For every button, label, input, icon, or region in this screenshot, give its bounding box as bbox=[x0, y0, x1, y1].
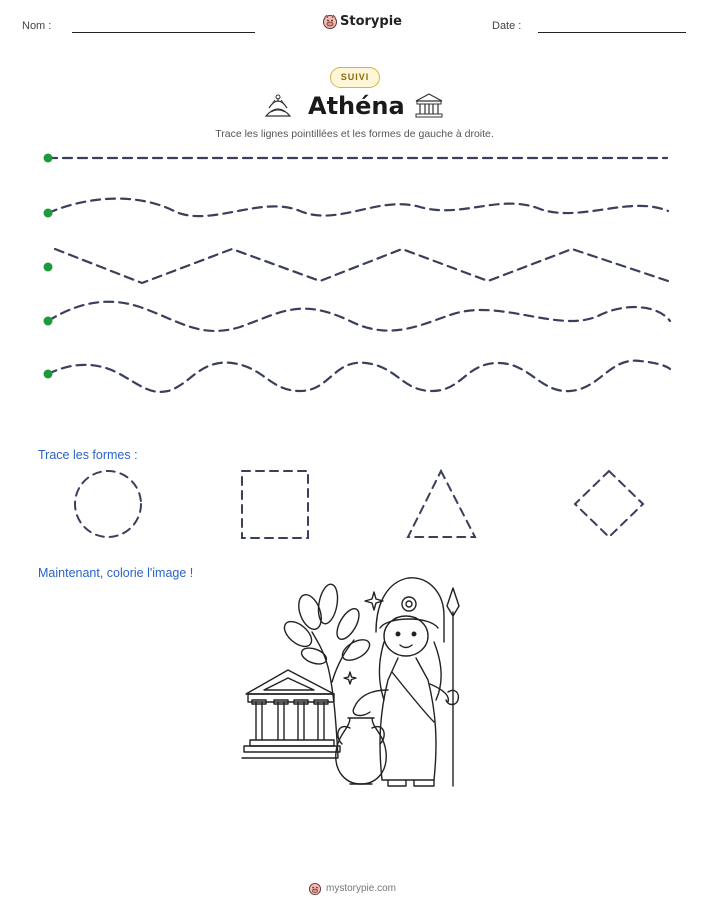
sparkle-icon bbox=[365, 592, 383, 610]
pig-mascot-footer-icon bbox=[308, 882, 322, 896]
brand-logo bbox=[322, 14, 402, 32]
sparkle-icon bbox=[344, 672, 356, 684]
date-field-line[interactable] bbox=[538, 32, 686, 33]
footer-site-link[interactable]: mystorypie.com bbox=[326, 883, 397, 894]
athena-coloring-illustration[interactable] bbox=[238, 572, 478, 792]
tracing-shape-circle[interactable] bbox=[75, 471, 141, 537]
tracing-line-wave-1[interactable] bbox=[48, 199, 668, 217]
date-label: Date : bbox=[492, 20, 522, 32]
tracing-shape-square[interactable] bbox=[242, 471, 308, 538]
tracing-shape-diamond[interactable] bbox=[575, 471, 643, 537]
instructions-text: Trace les lignes pointillées et les formes de gauche à droite. bbox=[215, 128, 494, 140]
start-dot-4 bbox=[44, 317, 53, 326]
pig-mascot-icon bbox=[322, 14, 338, 30]
olive-tree-drawing bbox=[280, 583, 373, 757]
start-dot-1 bbox=[44, 154, 53, 163]
tracing-shape-triangle[interactable] bbox=[408, 471, 475, 537]
tracing-lines-area bbox=[0, 145, 709, 405]
tracing-shapes-area bbox=[0, 465, 709, 545]
amphora-drawing bbox=[336, 718, 386, 784]
tracing-line-wave-3[interactable] bbox=[48, 361, 670, 392]
greek-temple-drawing bbox=[242, 670, 340, 758]
temple-icon bbox=[414, 93, 444, 119]
crown-laurel-icon bbox=[263, 92, 293, 118]
start-dot-2 bbox=[44, 209, 53, 218]
start-dot-3 bbox=[44, 263, 53, 272]
brand-name: Storypie bbox=[340, 14, 402, 29]
athena-figure-drawing bbox=[353, 578, 459, 786]
tracing-line-wave-2[interactable] bbox=[48, 302, 670, 331]
page-title: Athéna bbox=[308, 92, 405, 120]
start-dot-5 bbox=[44, 370, 53, 379]
level-badge: SUIVI bbox=[330, 67, 380, 88]
tracing-line-zigzag[interactable] bbox=[55, 249, 668, 283]
coloring-section-label: Maintenant, colorie l'image ! bbox=[38, 566, 194, 580]
shapes-section-label: Trace les formes : bbox=[38, 448, 138, 462]
name-label: Nom : bbox=[22, 20, 52, 32]
name-field-line[interactable] bbox=[72, 32, 255, 33]
